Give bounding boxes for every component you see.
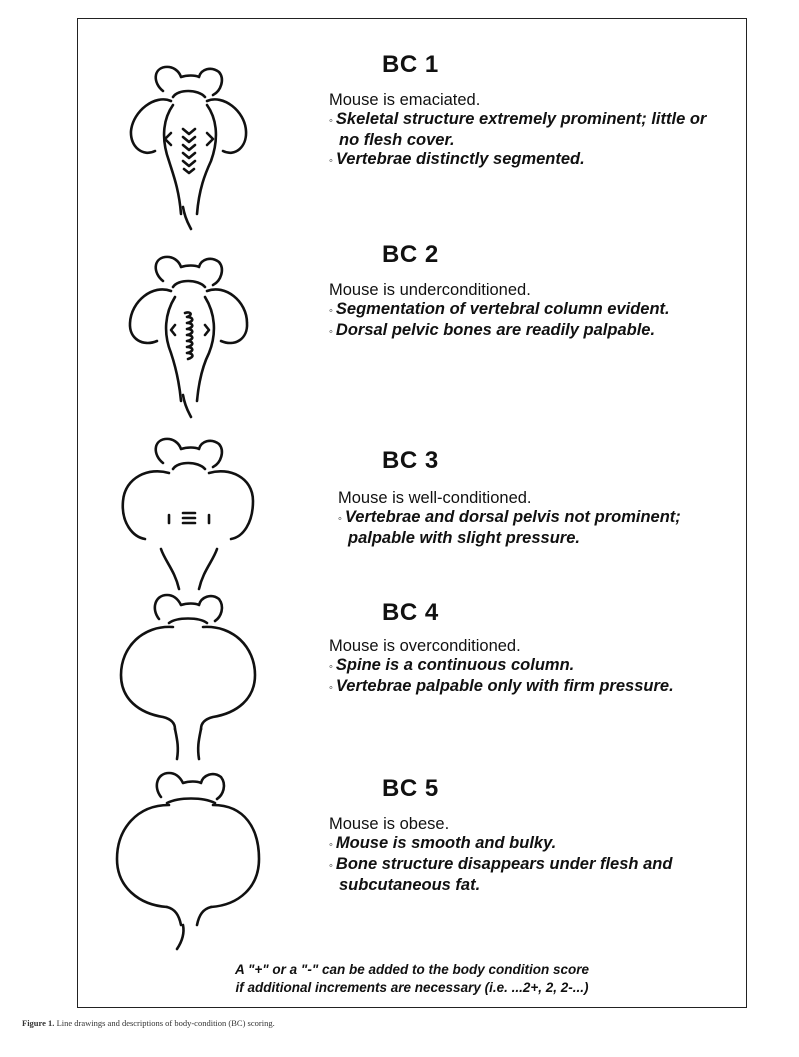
footnote-line-2: if additional increments are necessary (i.e. ...2+, 2, 2-...) (235, 980, 589, 995)
mouse-drawing-bc2 (103, 229, 253, 419)
bc-bullet: ◦ Bone structure disappears under flesh and subcutaneous fat. (329, 855, 673, 894)
bc-section-1 (78, 39, 746, 229)
bc-section-2 (78, 229, 746, 419)
footnote-line-1: A "+" or a "-" can be added to the body condition score (234, 962, 590, 977)
bc-bullet: ◦ Spine is a continuous column. (329, 656, 575, 674)
bc-section-5 (78, 767, 746, 957)
bc-title: BC 1 (382, 51, 439, 78)
caption-label: Figure 1. (22, 1018, 55, 1028)
bc-bullet: ◦ Vertebrae and dorsal pelvis not prominent; palpable with slight pressure. (338, 508, 681, 547)
figure-caption (22, 1018, 275, 1028)
footnote (78, 961, 746, 997)
bc-lead: Mouse is underconditioned. (329, 281, 531, 299)
bc-lead: Mouse is overconditioned. (329, 637, 521, 655)
bc-lead: Mouse is obese. (329, 815, 450, 833)
bc-title: BC 5 (382, 775, 439, 802)
mouse-drawing-bc3 (103, 411, 253, 601)
bc-description (329, 637, 739, 698)
mouse-drawing-bc4 (103, 589, 253, 779)
bc-bullet: ◦ Vertebrae palpable only with firm pressure. (329, 677, 674, 695)
bc-bullet: ◦ Segmentation of vertebral column evident. (329, 300, 670, 318)
bc-title: BC 3 (382, 447, 439, 474)
bc-description (338, 489, 738, 548)
bc-bullet: ◦ Vertebrae distinctly segmented. (329, 150, 585, 168)
bc-section-3 (78, 411, 746, 601)
bc-lead: Mouse is well-conditioned. (338, 489, 532, 507)
mouse-drawing-bc1 (103, 39, 253, 229)
bc-bullet: ◦ Skeletal structure extremely prominent; little or no flesh cover. (329, 110, 707, 149)
bc-title: BC 2 (382, 241, 439, 268)
bc-description (329, 815, 739, 895)
bc-lead: Mouse is emaciated. (329, 91, 481, 109)
bc-description (329, 281, 739, 342)
caption-text: Line drawings and descriptions of body-condition (BC) scoring. (54, 1018, 275, 1028)
bc-section-4 (78, 589, 746, 779)
bc-title: BC 4 (382, 599, 439, 626)
bc-bullet: ◦ Dorsal pelvic bones are readily palpable. (329, 321, 656, 339)
figure-panel (77, 18, 747, 1008)
mouse-drawing-bc5 (103, 767, 253, 957)
bc-bullet: ◦ Mouse is smooth and bulky. (329, 834, 557, 852)
bc-description (329, 91, 729, 171)
